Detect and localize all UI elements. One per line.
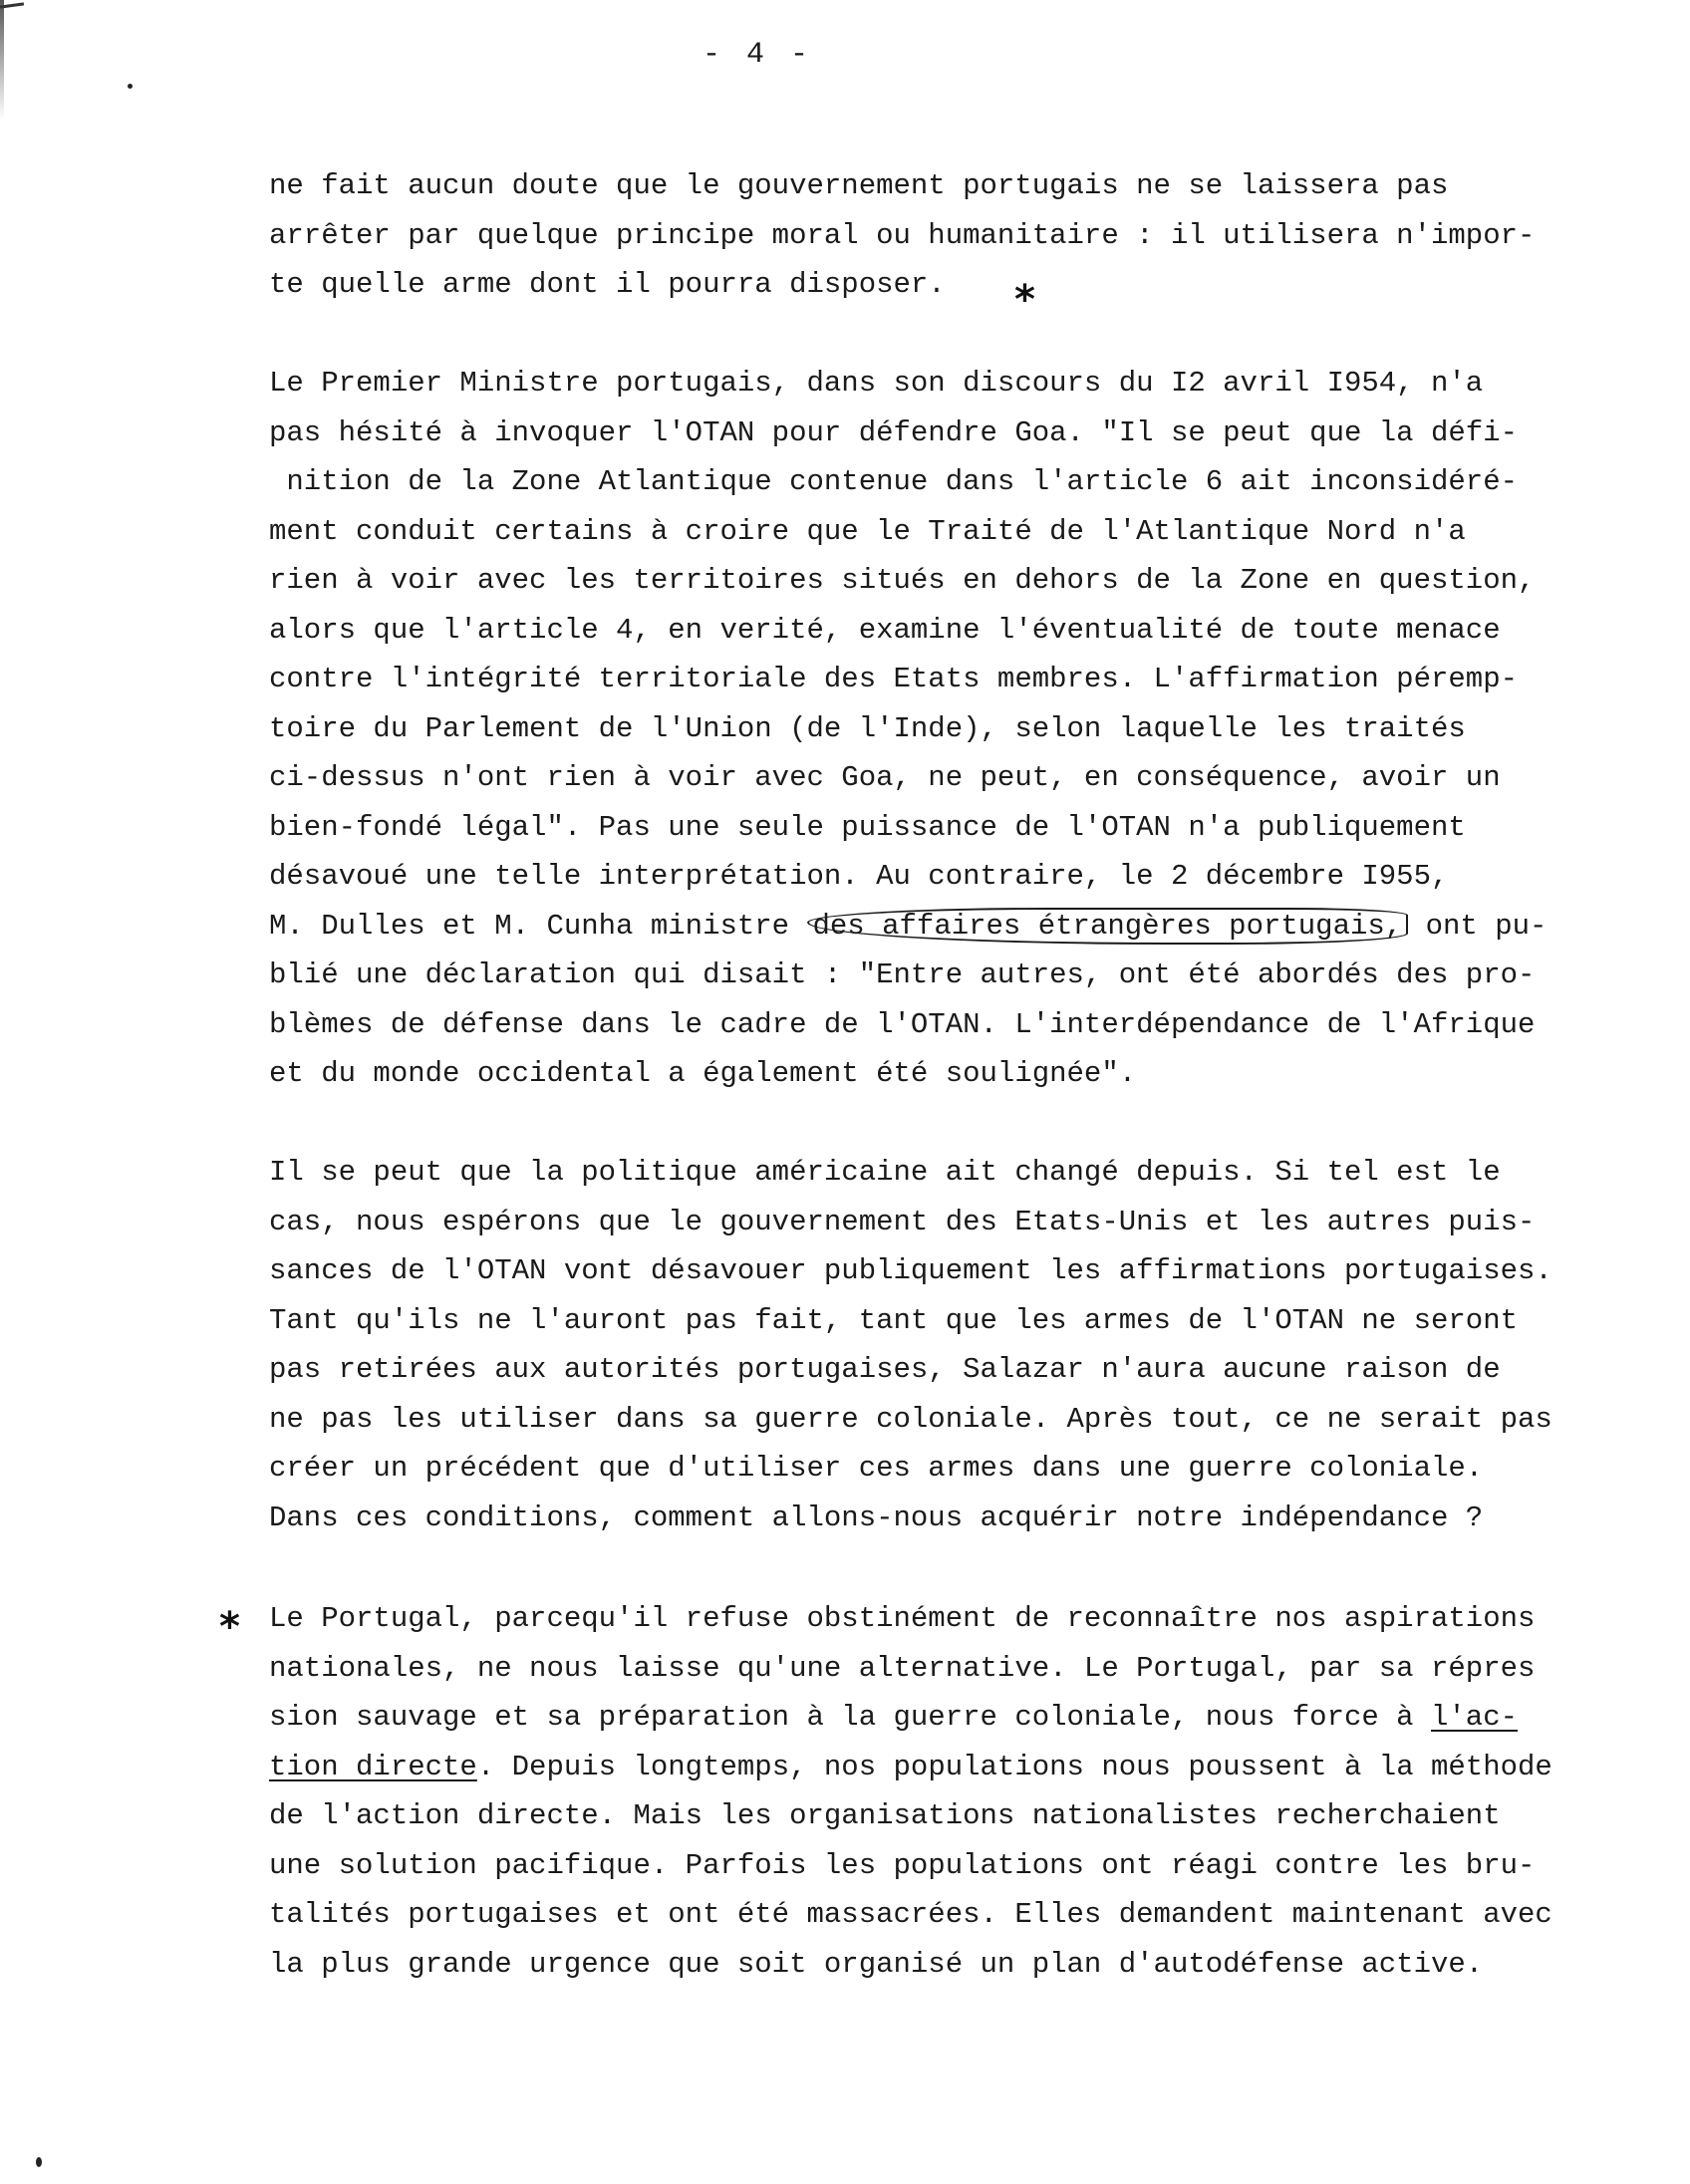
text-line-underlined — [269, 1743, 1644, 1792]
asterisk-mark: * — [1014, 277, 1035, 323]
text-line: arrêter par quelque principe moral ou humanitaire : il utilisera n'impor- — [269, 218, 1536, 252]
text-line: alors que l'article 4, en verité, examine l'éventualité de toute menace — [269, 613, 1501, 647]
text-line: ci-dessus n'ont rien à voir avec Goa, ne peut, en conséquence, avoir un — [269, 761, 1501, 794]
text-line: toire du Parlement de l'Union (de l'Inde), selon laquelle les traités — [269, 711, 1466, 745]
scan-speck — [128, 84, 133, 89]
text-line: bien-fondé légal". Pas une seule puissance de l'OTAN n'a publiquement — [269, 810, 1466, 844]
paragraph-4 — [269, 1594, 1644, 1989]
text-line: rien à voir avec les territoires situés en dehors de la Zone en question, — [269, 564, 1536, 597]
text-segment: sion sauvage et sa préparation à la guerre coloniale, nous force à — [269, 1701, 1431, 1734]
text-line: et du monde occidental a également été soulignée". — [269, 1057, 1137, 1090]
text-line-underlined — [269, 1693, 1644, 1743]
text-line: la plus grande urgence que soit organisé un plan d'autodéfense active. — [269, 1947, 1484, 1981]
paragraph-1 — [269, 161, 1644, 310]
page-number: - 4 - — [702, 38, 812, 72]
scan-edge-shadow — [0, 0, 4, 120]
text-line: blèmes de défense dans le cadre de l'OTAN. L'interdépendance de l'Afrique — [269, 1007, 1536, 1041]
scan-speck — [36, 2157, 42, 2167]
asterisk-mark: * — [219, 1604, 240, 1650]
text-segment: M. Dulles et M. Cunha ministre — [269, 909, 807, 943]
text-line: talités portugaises et ont été massacrées. Elles demandent maintenant avec — [269, 1898, 1552, 1931]
text-line: blié une déclaration qui disait : "Entre autres, ont été abordés des pro- — [269, 958, 1536, 991]
underlined-phrase: l'ac- — [1431, 1701, 1519, 1734]
handwritten-circle-annotation: des affaires étrangères portugais, — [807, 908, 1409, 945]
text-line: nationales, ne nous laisse qu'une alternative. Le Portugal, par sa répres — [269, 1651, 1536, 1685]
text-line: te quelle arme dont il pourra disposer. — [269, 268, 946, 301]
text-segment: . Depuis longtemps, nos populations nous poussent à la méthode — [476, 1750, 1552, 1783]
underlined-phrase: tion directe — [269, 1750, 477, 1783]
text-segment: ont pu- — [1408, 909, 1548, 943]
text-line: Dans ces conditions, comment allons-nous acquérir notre indépendance ? — [269, 1501, 1484, 1534]
text-line: Il se peut que la politique américaine ait changé depuis. Si tel est le — [269, 1156, 1501, 1189]
text-line: Le Premier Ministre portugais, dans son discours du I2 avril I954, n'a — [269, 367, 1484, 400]
text-line: pas retirées aux autorités portugaises, Salazar n'aura aucune raison de — [269, 1353, 1501, 1386]
text-line: nition de la Zone Atlantique contenue dans l'article 6 ait inconsidéré- — [269, 465, 1519, 498]
text-line: une solution pacifique. Parfois les populations ont réagi contre les bru- — [269, 1848, 1536, 1882]
text-line: cas, nous espérons que le gouvernement des Etats-Unis et les autres puis- — [269, 1205, 1536, 1238]
text-line: de l'action directe. Mais les organisations nationalistes recherchaient — [269, 1799, 1501, 1832]
text-line: désavoué une telle interprétation. Au contraire, le 2 décembre I955, — [269, 860, 1449, 893]
text-line: créer un précédent que d'utiliser ces armes dans une guerre coloniale. — [269, 1452, 1484, 1485]
text-line: Tant qu'ils ne l'auront pas fait, tant que les armes de l'OTAN ne seront — [269, 1303, 1519, 1337]
text-line: ment conduit certains à croire que le Traité de l'Atlantique Nord n'a — [269, 514, 1466, 548]
text-line: contre l'intégrité territoriale des Etats membres. L'affirmation péremp- — [269, 663, 1519, 695]
text-line: pas hésité à invoquer l'OTAN pour défendre Goa. "Il se peut que la défi- — [269, 415, 1519, 449]
paragraph-3 — [269, 1148, 1644, 1542]
text-line: ne fait aucun doute que le gouvernement portugais ne se laissera pas — [269, 169, 1449, 202]
text-line: sances de l'OTAN vont désavouer publiquement les affirmations portugaises. — [269, 1254, 1552, 1287]
text-line: ne pas les utiliser dans sa guerre coloniale. Après tout, ce ne serait pas — [269, 1402, 1552, 1436]
text-line-circled — [269, 902, 1644, 952]
text-line: Le Portugal, parcequ'il refuse obstinément de reconnaître nos aspirations — [269, 1602, 1536, 1635]
paragraph-2 — [269, 359, 1644, 1099]
